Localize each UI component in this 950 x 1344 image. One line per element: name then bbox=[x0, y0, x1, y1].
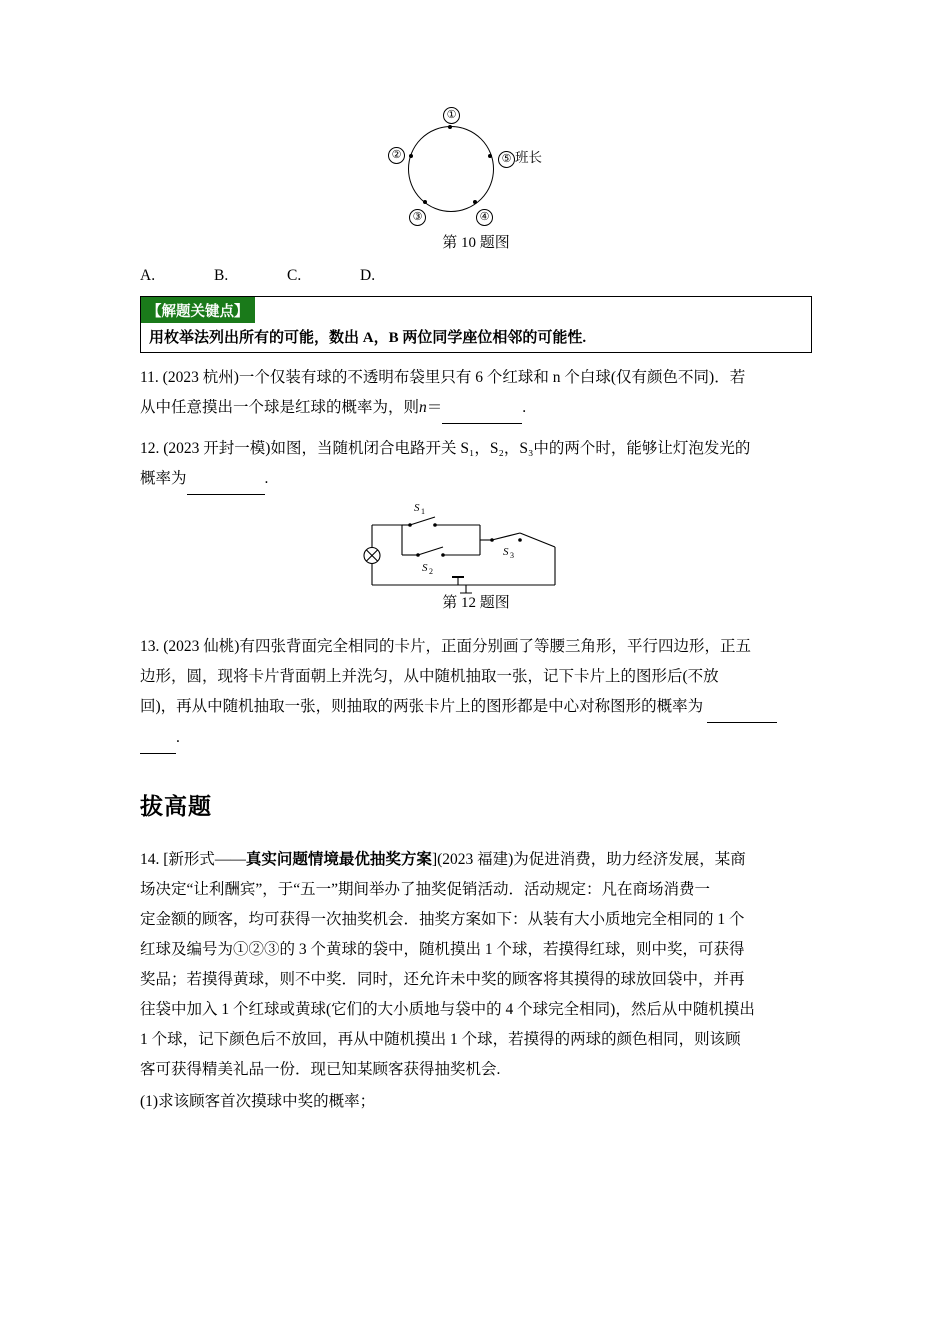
seat-dot-5 bbox=[488, 154, 492, 158]
variable-n: n bbox=[419, 399, 427, 416]
question-13-line-1: 13. (2023 仙桃)有四张背面完全相同的卡片，正面分别画了等腰三角形，平行四边形，正五 bbox=[140, 638, 751, 655]
seat-number-3: ③ bbox=[409, 209, 426, 226]
seat-dot-3 bbox=[423, 200, 427, 204]
choice-d[interactable]: D. bbox=[360, 267, 376, 284]
switch-label-s2: S bbox=[422, 562, 428, 574]
question-14-line-7: 1 个球，记下颜色后不放回，再从中随机摸出 1 个球，若摸得的两球的颜色相同，则该顾 bbox=[140, 1031, 741, 1048]
answer-blank-12[interactable] bbox=[187, 464, 265, 495]
figure-10-seating-circle bbox=[140, 108, 812, 253]
question-11-line-2 bbox=[140, 393, 812, 424]
period-13: . bbox=[176, 729, 180, 746]
section-heading-advanced: 拔高题 bbox=[140, 793, 212, 819]
period-12: . bbox=[264, 470, 269, 487]
answer-blank-11[interactable] bbox=[442, 393, 522, 424]
choice-a[interactable]: A. bbox=[140, 267, 156, 284]
svg-text:1: 1 bbox=[421, 507, 425, 516]
question-13-text: 回)，再从中随机抽取一张，则抽取的两张卡片上的图形都是中心对称图形的概率为 bbox=[140, 698, 704, 715]
question-11 bbox=[140, 363, 812, 424]
period-11: . bbox=[522, 399, 527, 416]
question-14-line-6: 往袋中加入 1 个红球或黄球(它们的大小质地与袋中的 4 个球完全相同)，然后从中随机摸出 bbox=[140, 1001, 755, 1018]
question-14-line-4: 红球及编号为①②③的 3 个黄球的袋中，随机摸出 1 个球，若摸得红球，则中奖，可获得 bbox=[140, 941, 745, 958]
answer-blank-13b[interactable] bbox=[140, 723, 176, 754]
figure-10-caption: 第 10 题图 bbox=[442, 235, 510, 251]
seat-number-4: ④ bbox=[476, 209, 493, 226]
seat-label-5 bbox=[498, 146, 542, 168]
question-14-line-3: 定金额的顾客，均可获得一次抽奖机会．抽奖方案如下：从装有大小质地完全相同的 1 个 bbox=[140, 911, 745, 928]
choice-row-q10 bbox=[140, 267, 812, 285]
question-14 bbox=[140, 845, 812, 1117]
seat-dot-2 bbox=[409, 154, 413, 158]
figure-12-caption: 第 12 题图 bbox=[442, 595, 510, 611]
question-14-line-1 bbox=[140, 845, 812, 875]
question-13-line-4 bbox=[140, 723, 812, 754]
seat-dot-1 bbox=[448, 125, 452, 129]
svg-text:2: 2 bbox=[429, 567, 433, 576]
key-point-header-row bbox=[141, 297, 811, 323]
answer-blank-13a[interactable] bbox=[707, 692, 777, 723]
question-12-text: 概率为 bbox=[140, 470, 187, 487]
question-11-text: 从中任意摸出一个球是红球的概率为，则 bbox=[140, 399, 420, 416]
switch-label-s1: S bbox=[414, 503, 420, 514]
seat-number-5: ⑤ bbox=[498, 151, 515, 168]
page-content bbox=[140, 0, 812, 1117]
question-12-line-2 bbox=[140, 464, 812, 495]
question-14-suffix: ](2023 福建)为促进消费，助力经济发展，某商 bbox=[431, 851, 746, 868]
svg-text:3: 3 bbox=[510, 551, 514, 560]
question-14-part-1: (1)求该顾客首次摸球中奖的概率； bbox=[140, 1093, 376, 1110]
question-13-line-3 bbox=[140, 692, 812, 723]
key-point-box bbox=[140, 296, 812, 353]
choice-c[interactable]: C. bbox=[287, 267, 302, 284]
seat-label-2 bbox=[388, 146, 405, 164]
question-14-line-8: 客可获得精美礼品一份．现已知某顾客获得抽奖机会. bbox=[140, 1061, 501, 1078]
seat-number-2: ② bbox=[388, 147, 405, 164]
figure-12-circuit bbox=[140, 503, 812, 618]
key-point-body: 用枚举法列出所有的可能，数出 A，B 两位同学座位相邻的可能性. bbox=[149, 330, 587, 346]
seat-label-1 bbox=[443, 106, 460, 124]
seat-label-3 bbox=[409, 208, 426, 226]
question-13-line-2: 边形，圆，现将卡片背面朝上并洗匀，从中随机抽取一张，记下卡片上的图形后(不放 bbox=[140, 668, 719, 685]
question-14-prefix: 14. [新形式—— bbox=[140, 851, 246, 868]
question-13 bbox=[140, 632, 812, 754]
circle-shape bbox=[408, 126, 494, 212]
question-14-line-5: 奖品；若摸得黄球，则不中奖．同时，还允许未中奖的顾客将其摸得的球放回袋中，并再 bbox=[140, 971, 745, 988]
seat-label-4 bbox=[476, 208, 493, 226]
question-11-line-1: 11. (2023 杭州)一个仅装有球的不透明布袋里只有 6 个红球和 n 个白球(仅有颜色不同)．若 bbox=[140, 369, 746, 386]
question-12 bbox=[140, 434, 812, 495]
question-14-line-2: 场决定“让利酬宾”，于“五一”期间举办了抽奖促销活动．活动规定：凡在商场消费一 bbox=[140, 881, 711, 898]
seat-dot-4 bbox=[473, 200, 477, 204]
seat-number-1: ① bbox=[443, 107, 460, 124]
choice-b[interactable]: B. bbox=[214, 267, 229, 284]
question-12-line-1: 12. (2023 开封一模)如图，当随机闭合电路开关 S₁，S₂，S₃中的两个时，能够让灯泡发光的 bbox=[140, 440, 751, 457]
switch-label-s3: S bbox=[503, 546, 509, 558]
key-point-title: 【解题关键点】 bbox=[141, 297, 255, 323]
equals-sign: ＝ bbox=[426, 399, 443, 416]
question-14-tag: 真实问题情境最优抽奖方案 bbox=[245, 851, 432, 868]
monitor-label: 班长 bbox=[515, 150, 542, 165]
